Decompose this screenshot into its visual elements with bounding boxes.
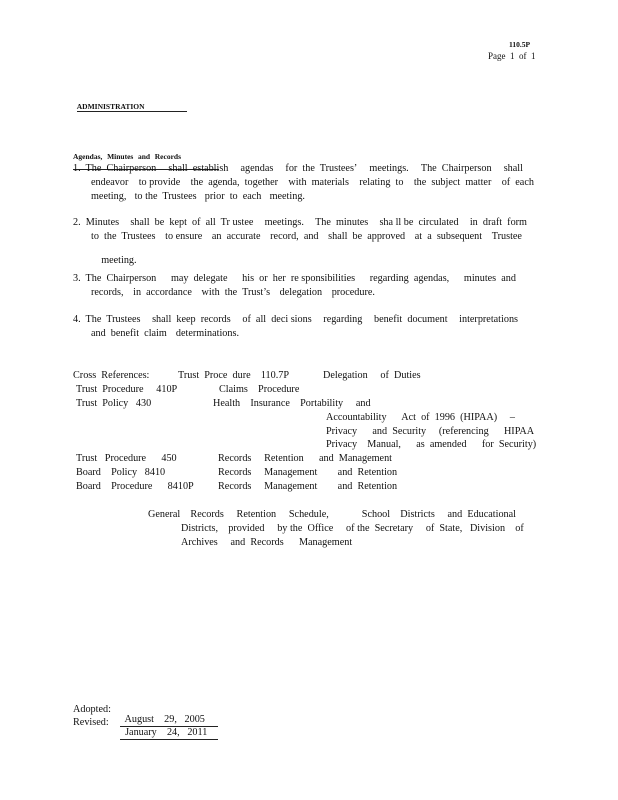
text-span: records, [91, 287, 124, 298]
cross-reference-desc: Records Management and Retention [218, 467, 398, 478]
text-span: regarding agendas, [369, 273, 450, 284]
note-line: Archives and Records Management [181, 537, 353, 548]
section-title-text: ADMINISTRATION [77, 103, 187, 113]
text-span: General Records Retention Schedule, [148, 509, 329, 520]
cross-reference-desc: Privacy Manual, as amended for Security) [326, 439, 537, 450]
item-line [91, 192, 305, 202]
text-span: 4. The Trustees [73, 314, 141, 325]
item-line [91, 329, 239, 339]
text-span: with materials [288, 177, 349, 188]
text-span: for the Trustees’ [285, 163, 358, 174]
text-span: 2. Minutes [73, 217, 120, 228]
text-span: at a subsequent [414, 231, 483, 242]
text-span: shall be kept of all Tr ustee [130, 217, 254, 228]
text-span: meetings. [369, 163, 409, 174]
text-span: to provide [138, 177, 181, 188]
note-line: Districts, provided by the Office of the Secretary of State, Division of [181, 523, 524, 534]
revised-date-text: January 24, 2011 [125, 727, 208, 739]
text-span: of all deci sions [242, 314, 312, 325]
text-span: in draft form [469, 217, 527, 228]
text-span: the subject matter [413, 177, 492, 188]
cross-reference-desc: Records Management and Retention [218, 481, 398, 492]
text-span: minutes and [463, 273, 516, 284]
text-span: sha ll be circulated [379, 217, 459, 228]
text-span: 1. The Chairperson [73, 163, 157, 174]
text-span: to ensure [165, 231, 203, 242]
cross-reference-desc: Privacy and Security (referencing HIPAA [326, 426, 535, 437]
text-span: meeting. [269, 191, 305, 202]
cross-reference-ref: Trust Procedure 450 [76, 453, 177, 464]
cross-references-label: Cross References: [73, 370, 150, 381]
item-line [73, 164, 523, 174]
text-span: meeting. [101, 255, 137, 267]
cross-reference-desc: Delegation of Duties [323, 370, 421, 381]
cross-reference-desc: Records Retention and Management [218, 453, 392, 464]
policy-code: 110.5P [509, 40, 531, 49]
text-span: the agenda, together [190, 177, 279, 188]
item-line [73, 274, 516, 284]
text-span: his or her re sponsibilities [242, 273, 356, 284]
text-span: benefit document [373, 314, 448, 325]
cross-reference-ref: Board Procedure 8410P [76, 481, 194, 492]
adopted-date-text: August 29, 2005 [124, 714, 205, 726]
subsection-word: Agendas, [73, 152, 103, 161]
subsection-word: Minutes [107, 152, 134, 161]
text-span: an accurate [211, 231, 261, 242]
subsection-word: and [137, 152, 151, 161]
note-line [148, 510, 516, 520]
text-span: with the Trust’s [201, 287, 271, 298]
text-span: in accordance [133, 287, 192, 298]
cross-reference-ref: Trust Procedure 410P [76, 384, 178, 395]
subsection-word: Records [154, 152, 181, 161]
text-span: shall [503, 163, 523, 174]
text-span: to the Trustees [91, 231, 156, 242]
text-span: determinations. [175, 328, 239, 339]
item-line [73, 218, 527, 228]
text-span: prior to each [204, 191, 262, 202]
text-span: agendas [240, 163, 274, 174]
text-span: shall establish [168, 163, 229, 174]
item-line [91, 232, 522, 242]
text-span: 3. The Chairperson [73, 273, 157, 284]
text-span: The minutes [315, 217, 369, 228]
text-span: of each [501, 177, 534, 188]
text-span: may delegate [170, 273, 228, 284]
text-span: record, and [270, 231, 319, 242]
text-span: endeavor [91, 177, 129, 188]
text-span: relating to [359, 177, 404, 188]
cross-reference-ref: Board Policy 8410 [76, 467, 166, 478]
revised-date [120, 718, 218, 740]
text-span: regarding [323, 314, 363, 325]
text-span: meetings. [264, 217, 304, 228]
text-span: shall keep records [152, 314, 231, 325]
text-span: to the Trustees [134, 191, 197, 202]
text-span: delegation [279, 287, 323, 298]
revised-label: Revised: [73, 717, 109, 728]
text-span: interpretations [459, 314, 518, 325]
item-line [91, 288, 375, 298]
cross-reference-ref: Trust Policy 430 [76, 398, 152, 409]
text-span: The Chairperson [420, 163, 492, 174]
text-span: School Districts and Educational [361, 509, 516, 520]
cross-reference-ref: Trust Proce dure 110.7P [178, 370, 290, 381]
text-span: meeting, [91, 191, 127, 202]
cross-reference-desc: Health Insurance Portability and [213, 398, 371, 409]
text-span: and benefit claim [91, 328, 167, 339]
item-line [73, 315, 518, 325]
item-line [91, 178, 534, 188]
section-title [73, 95, 187, 112]
text-span: procedure. [331, 287, 375, 298]
cross-reference-desc: Claims Procedure [219, 384, 300, 395]
text-span: Trustee [491, 231, 522, 242]
text-span: shall be approved [328, 231, 406, 242]
adopted-label: Adopted: [73, 704, 111, 715]
cross-reference-desc: Accountability Act of 1996 (HIPAA) – [326, 412, 515, 423]
page-number: Page 1 of 1 [488, 51, 536, 61]
